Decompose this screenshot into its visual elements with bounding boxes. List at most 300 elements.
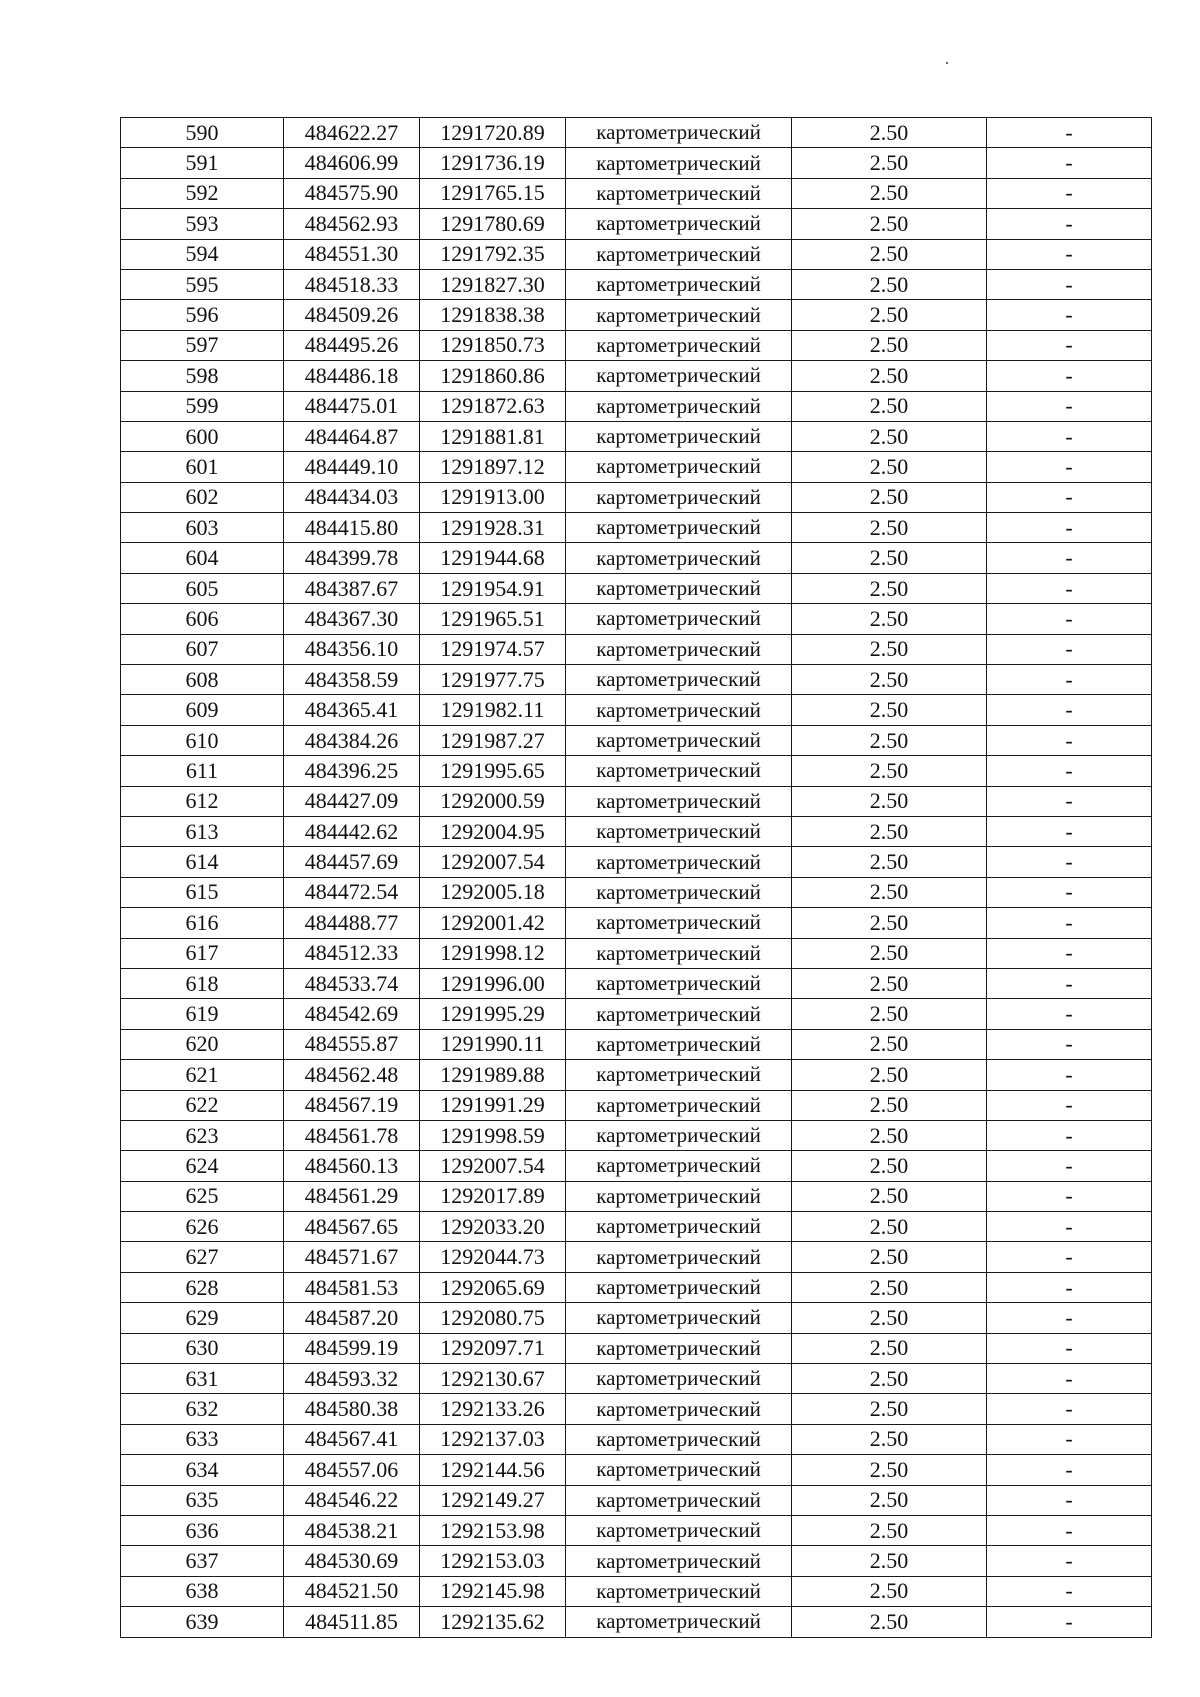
x-coordinate-cell: 484561.29: [284, 1181, 420, 1211]
x-coordinate-cell: 484434.03: [284, 482, 420, 512]
method-cell: картометрический: [566, 1394, 792, 1424]
y-coordinate-cell: 1292017.89: [420, 1181, 566, 1211]
point-number-cell: 615: [121, 877, 284, 907]
method-cell: картометрический: [566, 482, 792, 512]
x-coordinate-cell: 484521.50: [284, 1576, 420, 1606]
note-cell: -: [987, 1090, 1152, 1120]
x-coordinate-cell: 484475.01: [284, 391, 420, 421]
note-cell: -: [987, 665, 1152, 695]
method-cell: картометрический: [566, 513, 792, 543]
method-cell: картометрический: [566, 1607, 792, 1637]
y-coordinate-cell: 1291944.68: [420, 543, 566, 573]
table-row: [121, 330, 1152, 360]
note-cell: -: [987, 1333, 1152, 1363]
point-number-cell: 604: [121, 543, 284, 573]
precision-cell: 2.50: [792, 118, 987, 148]
y-coordinate-cell: 1292044.73: [420, 1242, 566, 1272]
point-number-cell: 606: [121, 604, 284, 634]
table-row: [121, 968, 1152, 998]
precision-cell: 2.50: [792, 421, 987, 451]
point-number-cell: 628: [121, 1272, 284, 1302]
note-cell: -: [987, 118, 1152, 148]
note-cell: -: [987, 482, 1152, 512]
y-coordinate-cell: 1292004.95: [420, 816, 566, 846]
note-cell: -: [987, 543, 1152, 573]
y-coordinate-cell: 1291736.19: [420, 148, 566, 178]
point-number-cell: 634: [121, 1455, 284, 1485]
note-cell: -: [987, 1394, 1152, 1424]
x-coordinate-cell: 484387.67: [284, 573, 420, 603]
x-coordinate-cell: 484593.32: [284, 1364, 420, 1394]
y-coordinate-cell: 1292005.18: [420, 877, 566, 907]
point-number-cell: 609: [121, 695, 284, 725]
precision-cell: 2.50: [792, 1029, 987, 1059]
x-coordinate-cell: 484396.25: [284, 756, 420, 786]
precision-cell: 2.50: [792, 543, 987, 573]
table-row: [121, 634, 1152, 664]
note-cell: -: [987, 391, 1152, 421]
point-number-cell: 599: [121, 391, 284, 421]
precision-cell: 2.50: [792, 999, 987, 1029]
precision-cell: 2.50: [792, 361, 987, 391]
note-cell: -: [987, 1424, 1152, 1454]
precision-cell: 2.50: [792, 391, 987, 421]
note-cell: -: [987, 300, 1152, 330]
point-number-cell: 593: [121, 209, 284, 239]
precision-cell: 2.50: [792, 1546, 987, 1576]
point-number-cell: 623: [121, 1120, 284, 1150]
note-cell: -: [987, 513, 1152, 543]
x-coordinate-cell: 484561.78: [284, 1120, 420, 1150]
method-cell: картометрический: [566, 1303, 792, 1333]
precision-cell: 2.50: [792, 725, 987, 755]
method-cell: картометрический: [566, 148, 792, 178]
x-coordinate-cell: 484567.41: [284, 1424, 420, 1454]
point-number-cell: 621: [121, 1060, 284, 1090]
y-coordinate-cell: 1291987.27: [420, 725, 566, 755]
method-cell: картометрический: [566, 1546, 792, 1576]
y-coordinate-cell: 1291913.00: [420, 482, 566, 512]
method-cell: картометрический: [566, 452, 792, 482]
x-coordinate-cell: 484457.69: [284, 847, 420, 877]
x-coordinate-cell: 484587.20: [284, 1303, 420, 1333]
method-cell: картометрический: [566, 756, 792, 786]
table-row: [121, 877, 1152, 907]
precision-cell: 2.50: [792, 1364, 987, 1394]
method-cell: картометрический: [566, 695, 792, 725]
point-number-cell: 636: [121, 1515, 284, 1545]
table-row: [121, 847, 1152, 877]
note-cell: -: [987, 1212, 1152, 1242]
table-row: [121, 1515, 1152, 1545]
y-coordinate-cell: 1291989.88: [420, 1060, 566, 1090]
note-cell: -: [987, 999, 1152, 1029]
x-coordinate-cell: 484538.21: [284, 1515, 420, 1545]
note-cell: -: [987, 847, 1152, 877]
method-cell: картометрический: [566, 118, 792, 148]
table-row: [121, 1485, 1152, 1515]
point-number-cell: 617: [121, 938, 284, 968]
precision-cell: 2.50: [792, 1424, 987, 1454]
precision-cell: 2.50: [792, 1181, 987, 1211]
note-cell: -: [987, 239, 1152, 269]
note-cell: -: [987, 695, 1152, 725]
table-row: [121, 756, 1152, 786]
x-coordinate-cell: 484367.30: [284, 604, 420, 634]
precision-cell: 2.50: [792, 1120, 987, 1150]
point-number-cell: 612: [121, 786, 284, 816]
precision-cell: 2.50: [792, 1151, 987, 1181]
y-coordinate-cell: 1291996.00: [420, 968, 566, 998]
table-row: [121, 452, 1152, 482]
note-cell: -: [987, 1515, 1152, 1545]
precision-cell: 2.50: [792, 209, 987, 239]
x-coordinate-cell: 484562.48: [284, 1060, 420, 1090]
table-row: [121, 148, 1152, 178]
table-row: [121, 908, 1152, 938]
method-cell: картометрический: [566, 1090, 792, 1120]
note-cell: -: [987, 148, 1152, 178]
x-coordinate-cell: 484495.26: [284, 330, 420, 360]
point-number-cell: 605: [121, 573, 284, 603]
precision-cell: 2.50: [792, 452, 987, 482]
coordinates-table-body: [121, 118, 1152, 1638]
table-row: [121, 1120, 1152, 1150]
x-coordinate-cell: 484567.19: [284, 1090, 420, 1120]
table-row: [121, 239, 1152, 269]
y-coordinate-cell: 1291998.59: [420, 1120, 566, 1150]
method-cell: картометрический: [566, 573, 792, 603]
table-row: [121, 1364, 1152, 1394]
point-number-cell: 614: [121, 847, 284, 877]
precision-cell: 2.50: [792, 1272, 987, 1302]
x-coordinate-cell: 484560.13: [284, 1151, 420, 1181]
point-number-cell: 637: [121, 1546, 284, 1576]
table-row: [121, 1151, 1152, 1181]
method-cell: картометрический: [566, 665, 792, 695]
point-number-cell: 639: [121, 1607, 284, 1637]
x-coordinate-cell: 484511.85: [284, 1607, 420, 1637]
x-coordinate-cell: 484555.87: [284, 1029, 420, 1059]
table-row: [121, 421, 1152, 451]
y-coordinate-cell: 1292080.75: [420, 1303, 566, 1333]
point-number-cell: 596: [121, 300, 284, 330]
precision-cell: 2.50: [792, 816, 987, 846]
point-number-cell: 594: [121, 239, 284, 269]
method-cell: картометрический: [566, 1576, 792, 1606]
method-cell: картометрический: [566, 361, 792, 391]
table-row: [121, 725, 1152, 755]
method-cell: картометрический: [566, 421, 792, 451]
note-cell: -: [987, 938, 1152, 968]
point-number-cell: 616: [121, 908, 284, 938]
method-cell: картометрический: [566, 391, 792, 421]
point-number-cell: 602: [121, 482, 284, 512]
x-coordinate-cell: 484488.77: [284, 908, 420, 938]
note-cell: -: [987, 452, 1152, 482]
y-coordinate-cell: 1291720.89: [420, 118, 566, 148]
y-coordinate-cell: 1292033.20: [420, 1212, 566, 1242]
table-row: [121, 1394, 1152, 1424]
method-cell: картометрический: [566, 1151, 792, 1181]
note-cell: -: [987, 269, 1152, 299]
precision-cell: 2.50: [792, 877, 987, 907]
method-cell: картометрический: [566, 269, 792, 299]
note-cell: -: [987, 573, 1152, 603]
note-cell: -: [987, 786, 1152, 816]
y-coordinate-cell: 1292135.62: [420, 1607, 566, 1637]
note-cell: -: [987, 1485, 1152, 1515]
precision-cell: 2.50: [792, 665, 987, 695]
point-number-cell: 597: [121, 330, 284, 360]
y-coordinate-cell: 1291792.35: [420, 239, 566, 269]
precision-cell: 2.50: [792, 513, 987, 543]
table-row: [121, 1546, 1152, 1576]
method-cell: картометрический: [566, 330, 792, 360]
note-cell: -: [987, 604, 1152, 634]
x-coordinate-cell: 484486.18: [284, 361, 420, 391]
point-number-cell: 611: [121, 756, 284, 786]
precision-cell: 2.50: [792, 1515, 987, 1545]
table-row: [121, 513, 1152, 543]
x-coordinate-cell: 484365.41: [284, 695, 420, 725]
y-coordinate-cell: 1291881.81: [420, 421, 566, 451]
point-number-cell: 630: [121, 1333, 284, 1363]
x-coordinate-cell: 484575.90: [284, 178, 420, 208]
point-number-cell: 626: [121, 1212, 284, 1242]
note-cell: -: [987, 756, 1152, 786]
y-coordinate-cell: 1292144.56: [420, 1455, 566, 1485]
note-cell: -: [987, 908, 1152, 938]
note-cell: -: [987, 1546, 1152, 1576]
y-coordinate-cell: 1291977.75: [420, 665, 566, 695]
table-row: [121, 1607, 1152, 1637]
point-number-cell: 632: [121, 1394, 284, 1424]
x-coordinate-cell: 484562.93: [284, 209, 420, 239]
coordinates-table: [120, 117, 1152, 1638]
note-cell: -: [987, 634, 1152, 664]
method-cell: картометрический: [566, 1485, 792, 1515]
table-row: [121, 118, 1152, 148]
point-number-cell: 625: [121, 1181, 284, 1211]
point-number-cell: 600: [121, 421, 284, 451]
point-number-cell: 624: [121, 1151, 284, 1181]
precision-cell: 2.50: [792, 847, 987, 877]
table-row: [121, 482, 1152, 512]
note-cell: -: [987, 1120, 1152, 1150]
point-number-cell: 591: [121, 148, 284, 178]
x-coordinate-cell: 484557.06: [284, 1455, 420, 1485]
y-coordinate-cell: 1291995.65: [420, 756, 566, 786]
note-cell: -: [987, 1151, 1152, 1181]
y-coordinate-cell: 1292145.98: [420, 1576, 566, 1606]
y-coordinate-cell: 1292137.03: [420, 1424, 566, 1454]
method-cell: картометрический: [566, 1272, 792, 1302]
table-row: [121, 1029, 1152, 1059]
x-coordinate-cell: 484622.27: [284, 118, 420, 148]
point-number-cell: 620: [121, 1029, 284, 1059]
precision-cell: 2.50: [792, 239, 987, 269]
y-coordinate-cell: 1292065.69: [420, 1272, 566, 1302]
y-coordinate-cell: 1291982.11: [420, 695, 566, 725]
method-cell: картометрический: [566, 209, 792, 239]
method-cell: картометрический: [566, 1242, 792, 1272]
y-coordinate-cell: 1291780.69: [420, 209, 566, 239]
table-row: [121, 1181, 1152, 1211]
method-cell: картометрический: [566, 1212, 792, 1242]
note-cell: -: [987, 1455, 1152, 1485]
method-cell: картометрический: [566, 999, 792, 1029]
note-cell: -: [987, 361, 1152, 391]
y-coordinate-cell: 1291954.91: [420, 573, 566, 603]
point-number-cell: 627: [121, 1242, 284, 1272]
note-cell: -: [987, 421, 1152, 451]
method-cell: картометрический: [566, 1029, 792, 1059]
table-row: [121, 269, 1152, 299]
point-number-cell: 601: [121, 452, 284, 482]
table-row: [121, 938, 1152, 968]
y-coordinate-cell: 1291765.15: [420, 178, 566, 208]
precision-cell: 2.50: [792, 330, 987, 360]
table-row: [121, 361, 1152, 391]
y-coordinate-cell: 1292133.26: [420, 1394, 566, 1424]
y-coordinate-cell: 1292000.59: [420, 786, 566, 816]
x-coordinate-cell: 484551.30: [284, 239, 420, 269]
y-coordinate-cell: 1291860.86: [420, 361, 566, 391]
table-row: [121, 300, 1152, 330]
point-number-cell: 595: [121, 269, 284, 299]
point-number-cell: 635: [121, 1485, 284, 1515]
y-coordinate-cell: 1292001.42: [420, 908, 566, 938]
x-coordinate-cell: 484533.74: [284, 968, 420, 998]
table-row: [121, 786, 1152, 816]
precision-cell: 2.50: [792, 1060, 987, 1090]
table-row: [121, 1455, 1152, 1485]
table-row: [121, 1272, 1152, 1302]
precision-cell: 2.50: [792, 968, 987, 998]
note-cell: -: [987, 209, 1152, 239]
method-cell: картометрический: [566, 938, 792, 968]
precision-cell: 2.50: [792, 269, 987, 299]
note-cell: -: [987, 1303, 1152, 1333]
precision-cell: 2.50: [792, 573, 987, 603]
note-cell: -: [987, 330, 1152, 360]
point-number-cell: 598: [121, 361, 284, 391]
table-row: [121, 391, 1152, 421]
table-row: [121, 1060, 1152, 1090]
note-cell: -: [987, 877, 1152, 907]
y-coordinate-cell: 1292130.67: [420, 1364, 566, 1394]
precision-cell: 2.50: [792, 1333, 987, 1363]
table-row: [121, 1576, 1152, 1606]
precision-cell: 2.50: [792, 482, 987, 512]
y-coordinate-cell: 1291928.31: [420, 513, 566, 543]
y-coordinate-cell: 1292153.03: [420, 1546, 566, 1576]
precision-cell: 2.50: [792, 1090, 987, 1120]
precision-cell: 2.50: [792, 908, 987, 938]
note-cell: -: [987, 1242, 1152, 1272]
precision-cell: 2.50: [792, 1576, 987, 1606]
method-cell: картометрический: [566, 908, 792, 938]
method-cell: картометрический: [566, 543, 792, 573]
point-number-cell: 590: [121, 118, 284, 148]
method-cell: картометрический: [566, 1333, 792, 1363]
method-cell: картометрический: [566, 239, 792, 269]
precision-cell: 2.50: [792, 634, 987, 664]
precision-cell: 2.50: [792, 1303, 987, 1333]
point-number-cell: 610: [121, 725, 284, 755]
y-coordinate-cell: 1292149.27: [420, 1485, 566, 1515]
method-cell: картометрический: [566, 300, 792, 330]
scan-speck: [946, 62, 948, 64]
y-coordinate-cell: 1292007.54: [420, 1151, 566, 1181]
x-coordinate-cell: 484530.69: [284, 1546, 420, 1576]
y-coordinate-cell: 1291974.57: [420, 634, 566, 664]
note-cell: -: [987, 725, 1152, 755]
point-number-cell: 592: [121, 178, 284, 208]
x-coordinate-cell: 484427.09: [284, 786, 420, 816]
precision-cell: 2.50: [792, 178, 987, 208]
y-coordinate-cell: 1291850.73: [420, 330, 566, 360]
x-coordinate-cell: 484580.38: [284, 1394, 420, 1424]
table-row: [121, 1212, 1152, 1242]
y-coordinate-cell: 1291827.30: [420, 269, 566, 299]
table-row: [121, 1303, 1152, 1333]
table-row: [121, 1333, 1152, 1363]
table-row: [121, 665, 1152, 695]
x-coordinate-cell: 484415.80: [284, 513, 420, 543]
method-cell: картометрический: [566, 877, 792, 907]
method-cell: картометрический: [566, 1515, 792, 1545]
x-coordinate-cell: 484581.53: [284, 1272, 420, 1302]
note-cell: -: [987, 1607, 1152, 1637]
table-row: [121, 999, 1152, 1029]
x-coordinate-cell: 484567.65: [284, 1212, 420, 1242]
point-number-cell: 613: [121, 816, 284, 846]
y-coordinate-cell: 1292097.71: [420, 1333, 566, 1363]
method-cell: картометрический: [566, 725, 792, 755]
method-cell: картометрический: [566, 786, 792, 816]
point-number-cell: 631: [121, 1364, 284, 1394]
note-cell: -: [987, 1181, 1152, 1211]
point-number-cell: 622: [121, 1090, 284, 1120]
x-coordinate-cell: 484546.22: [284, 1485, 420, 1515]
table-row: [121, 604, 1152, 634]
x-coordinate-cell: 484399.78: [284, 543, 420, 573]
y-coordinate-cell: 1291998.12: [420, 938, 566, 968]
x-coordinate-cell: 484384.26: [284, 725, 420, 755]
note-cell: -: [987, 1576, 1152, 1606]
x-coordinate-cell: 484442.62: [284, 816, 420, 846]
x-coordinate-cell: 484512.33: [284, 938, 420, 968]
method-cell: картометрический: [566, 1181, 792, 1211]
point-number-cell: 618: [121, 968, 284, 998]
point-number-cell: 608: [121, 665, 284, 695]
precision-cell: 2.50: [792, 1607, 987, 1637]
y-coordinate-cell: 1291990.11: [420, 1029, 566, 1059]
table-row: [121, 1242, 1152, 1272]
note-cell: -: [987, 178, 1152, 208]
x-coordinate-cell: 484358.59: [284, 665, 420, 695]
precision-cell: 2.50: [792, 604, 987, 634]
table-row: [121, 573, 1152, 603]
table-row: [121, 1424, 1152, 1454]
y-coordinate-cell: 1292153.98: [420, 1515, 566, 1545]
x-coordinate-cell: 484464.87: [284, 421, 420, 451]
y-coordinate-cell: 1291995.29: [420, 999, 566, 1029]
precision-cell: 2.50: [792, 1455, 987, 1485]
point-number-cell: 638: [121, 1576, 284, 1606]
